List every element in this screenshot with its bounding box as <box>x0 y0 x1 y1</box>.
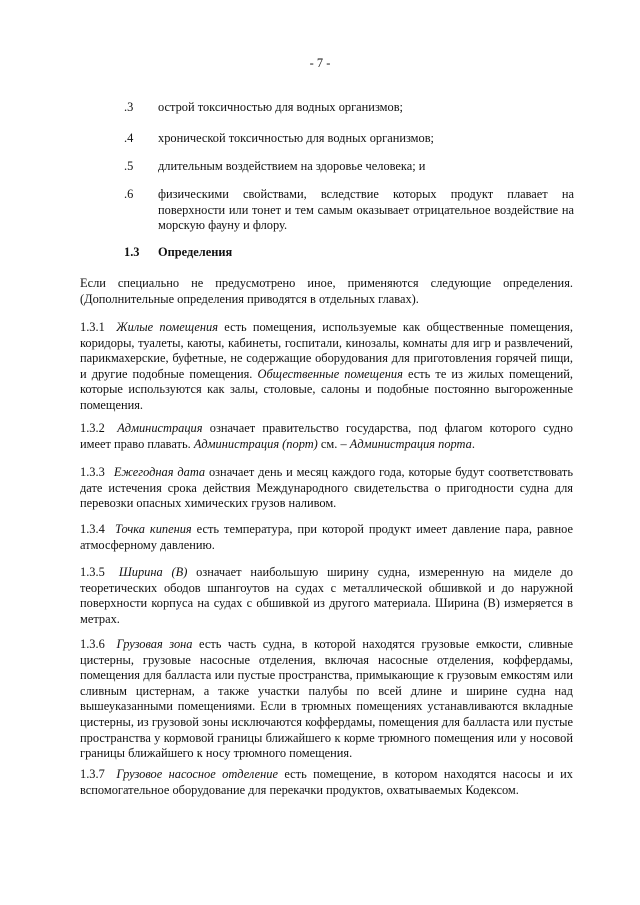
definition-term: Грузовое насосное отделение <box>116 767 278 781</box>
list-item-text: длительным воздействием на здоровье человека; и <box>158 159 426 173</box>
intro-paragraph: Если специально не предусмотрено иное, применяются следующие определения. (Дополнительные определения приводятся в отдельных главах). <box>80 276 573 306</box>
definition-text: означает правительство государства, под флагом которого судно имеет право плавать. <box>80 421 573 451</box>
definition-number: 1.3.4 <box>80 522 105 536</box>
definition-1-3-1 <box>80 320 573 414</box>
definition-number: 1.3.6 <box>80 637 105 651</box>
definition-1-3-3 <box>80 465 573 512</box>
definition-text: см. – <box>317 436 350 451</box>
definition-text: означает наибольшую ширину судна, измеренную на миделе до теоретических ободов шпангоутов на судах с металлической обшивкой и до наружной поверхности корпуса на судах с обшивкой из другого материала. Ширина (B) измеряется в метрах. <box>80 565 573 626</box>
definition-term: Грузовая зона <box>116 637 193 651</box>
list-item-text: физическими свойствами, вследствие которых продукт плавает на поверхности или тонет и тем самым оказывает отрицательное воздействие на морскую фауну и флору. <box>158 187 574 233</box>
list-item-text: острой токсичностью для водных организмов; <box>158 100 403 114</box>
definition-1-3-7 <box>80 767 573 798</box>
definition-term: Точка кипения <box>115 522 192 536</box>
list-item-text: хронической токсичностью для водных организмов; <box>158 131 434 145</box>
definition-1-3-4 <box>80 522 573 553</box>
definition-number: 1.3.2 <box>80 421 105 435</box>
definition-term: Администрация (порт) <box>193 436 318 451</box>
section-title: Определения <box>158 245 233 259</box>
definition-text: есть температура, при которой продукт имеет давление пара, равное атмосферному давлению. <box>80 522 573 552</box>
section-number: 1.3 <box>124 245 140 259</box>
list-item-number: .6 <box>124 187 134 201</box>
page-number: - 7 - <box>309 56 331 70</box>
definition-text: есть те из жилых помещений, которые используются как залы, столовые, салоны и подобные постоянно выгороженные помещения. <box>80 366 573 412</box>
list-item-number: .4 <box>124 131 134 145</box>
definition-1-3-2 <box>80 421 573 452</box>
definition-1-3-6 <box>80 637 573 762</box>
definition-term: Администрация <box>117 421 203 435</box>
definition-number: 1.3.3 <box>80 465 105 479</box>
definition-term: Жилые помещения <box>116 320 218 334</box>
definition-number: 1.3.7 <box>80 767 105 781</box>
definition-text: означает день и месяц каждого года, которые будут соответствовать дате истечения срока действия Международного свидетельства о пригодности судна для перевозки опасных химических грузов наливом. <box>80 465 573 511</box>
definition-number: 1.3.5 <box>80 565 105 579</box>
definition-term: Ежегодная дата <box>113 465 206 479</box>
definition-term: Общественные помещения <box>257 366 403 381</box>
definition-text: . <box>471 436 475 451</box>
definition-term: Администрация порта <box>349 436 472 451</box>
definition-number: 1.3.1 <box>80 320 105 334</box>
definition-text: есть часть судна, в которой находятся грузовые емкости, сливные цистерны, грузовые насосные отделения, включая насосные отделения, коффердамы, помещения для балласта или пустые пространства, примыкающие к грузовым емкостям или сливным цистернам, а также участки палубы по всей длине и ширине судна над вышеуказанными помещениями. Если в трюмных помещениях устанавливаются вкладные цистерны, из грузовой зоны исключаются коффердамы, помещения для балласта или пустые пространства у кормовой границы ближайшего к корме трюмного помещения или у носовой границы ближайшего к носу трюмного помещения. <box>80 637 573 761</box>
definition-text: есть помещения, используемые как общественные помещения, коридоры, туалеты, каюты, кабинеты, госпитали, кинозалы, комнаты для игр и развлечений, парикмахерские, буфетные, не содержащие оборудования для приготовления горячей пищи, и другие подобные помещения. <box>80 320 573 381</box>
definition-1-3-5 <box>80 565 573 627</box>
section-heading <box>124 245 232 261</box>
list-item-number: .5 <box>124 159 134 173</box>
definition-text: есть помещение, в котором находятся насосы и их вспомогательное оборудование для перекачки продуктов, охватываемых Кодексом. <box>80 767 573 797</box>
list-item-number: .3 <box>124 100 134 114</box>
definition-term: Ширина (B) <box>118 565 188 579</box>
